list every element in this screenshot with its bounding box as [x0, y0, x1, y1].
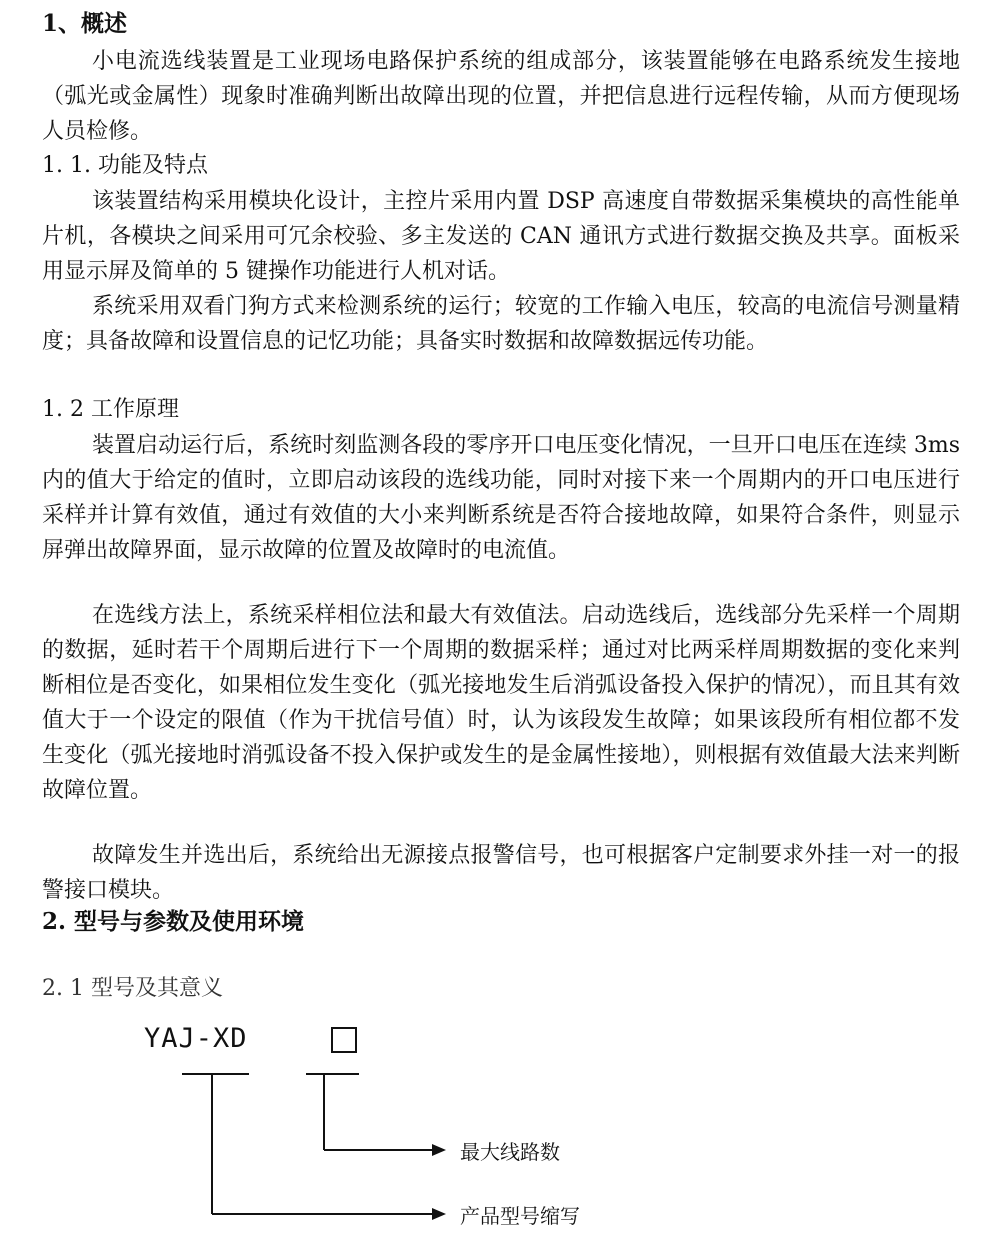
section-1-heading: 1、概述 — [42, 10, 128, 37]
section-2-heading: 2. 型号与参数及使用环境 — [42, 908, 305, 935]
max-lines-arrow-icon — [432, 1144, 446, 1156]
features-paragraph-2: 系统采用双看门狗方式来检测系统的运行；较宽的工作输入电压，较高的电流信号测量精度；具备故障和设置信息的记忆功能；具备实时数据和故障数据远传功能。 — [42, 294, 960, 354]
section-1-2-heading: 1. 2 工作原理 — [42, 397, 179, 422]
principle-paragraph-3: 故障发生并选出后，系统给出无源接点报警信号，也可根据客户定制要求外挂一对一的报警接口模块。 — [42, 843, 960, 903]
model-code: YAJ-XD — [144, 1023, 248, 1054]
principle-paragraph-1: 装置启动运行后，系统时刻监测各段的零序开口电压变化情况，一旦开口电压在连续 3ms 内的值大于给定的值时，立即启动该段的选线功能，同时对接下来一个周期内的开口电压进行采样并计算有效值，通过有效值的大小来判断系统是否符合接地故障，如果符合条件，则显示屏弹出故障界面，显示故障的位置及故障时的电流值。 — [42, 433, 960, 563]
overview-paragraph: 小电流选线装置是工业现场电路保护系统的组成部分，该装置能够在电路系统发生接地（弧光或金属性）现象时准确判断出故障出现的位置，并把信息进行远程传输，从而方便现场人员检修。 — [42, 49, 960, 144]
section-1-1-heading: 1. 1. 功能及特点 — [42, 153, 208, 178]
principle-paragraph-2: 在选线方法上，系统采样相位法和最大有效值法。启动选线后，选线部分先采样一个周期的数据，延时若干个周期后进行下一个周期的数据采样；通过对比两采样周期数据的变化来判断相位是否变化，如果相位发生变化（弧光接地发生后消弧设备投入保护的情况），而且其有效值大于一个设定的限值（作为干扰信号值）时，认为该段发生故障；如果该段所有相位都不发生变化（弧光接地时消弧设备不投入保护或发生的是金属性接地），则根据有效值最大法来判断故障位置。 — [42, 603, 960, 803]
features-paragraph-1: 该装置结构采用模块化设计，主控片采用内置 DSP 高速度自带数据采集模块的高性能单片机，各模块之间采用可冗余校验、多主发送的 CAN 通讯方式进行数据交换及共享。面板采用显示屏及简单的 5 键操作功能进行人机对话。 — [42, 189, 960, 284]
section-2-1-heading: 2. 1 型号及其意义 — [42, 976, 223, 1001]
abbreviation-label: 产品型号缩写 — [460, 1204, 580, 1228]
abbrev-arrow-icon — [432, 1208, 446, 1220]
max-lines-label: 最大线路数 — [460, 1140, 560, 1164]
model-code-diagram — [0, 1015, 1000, 1254]
